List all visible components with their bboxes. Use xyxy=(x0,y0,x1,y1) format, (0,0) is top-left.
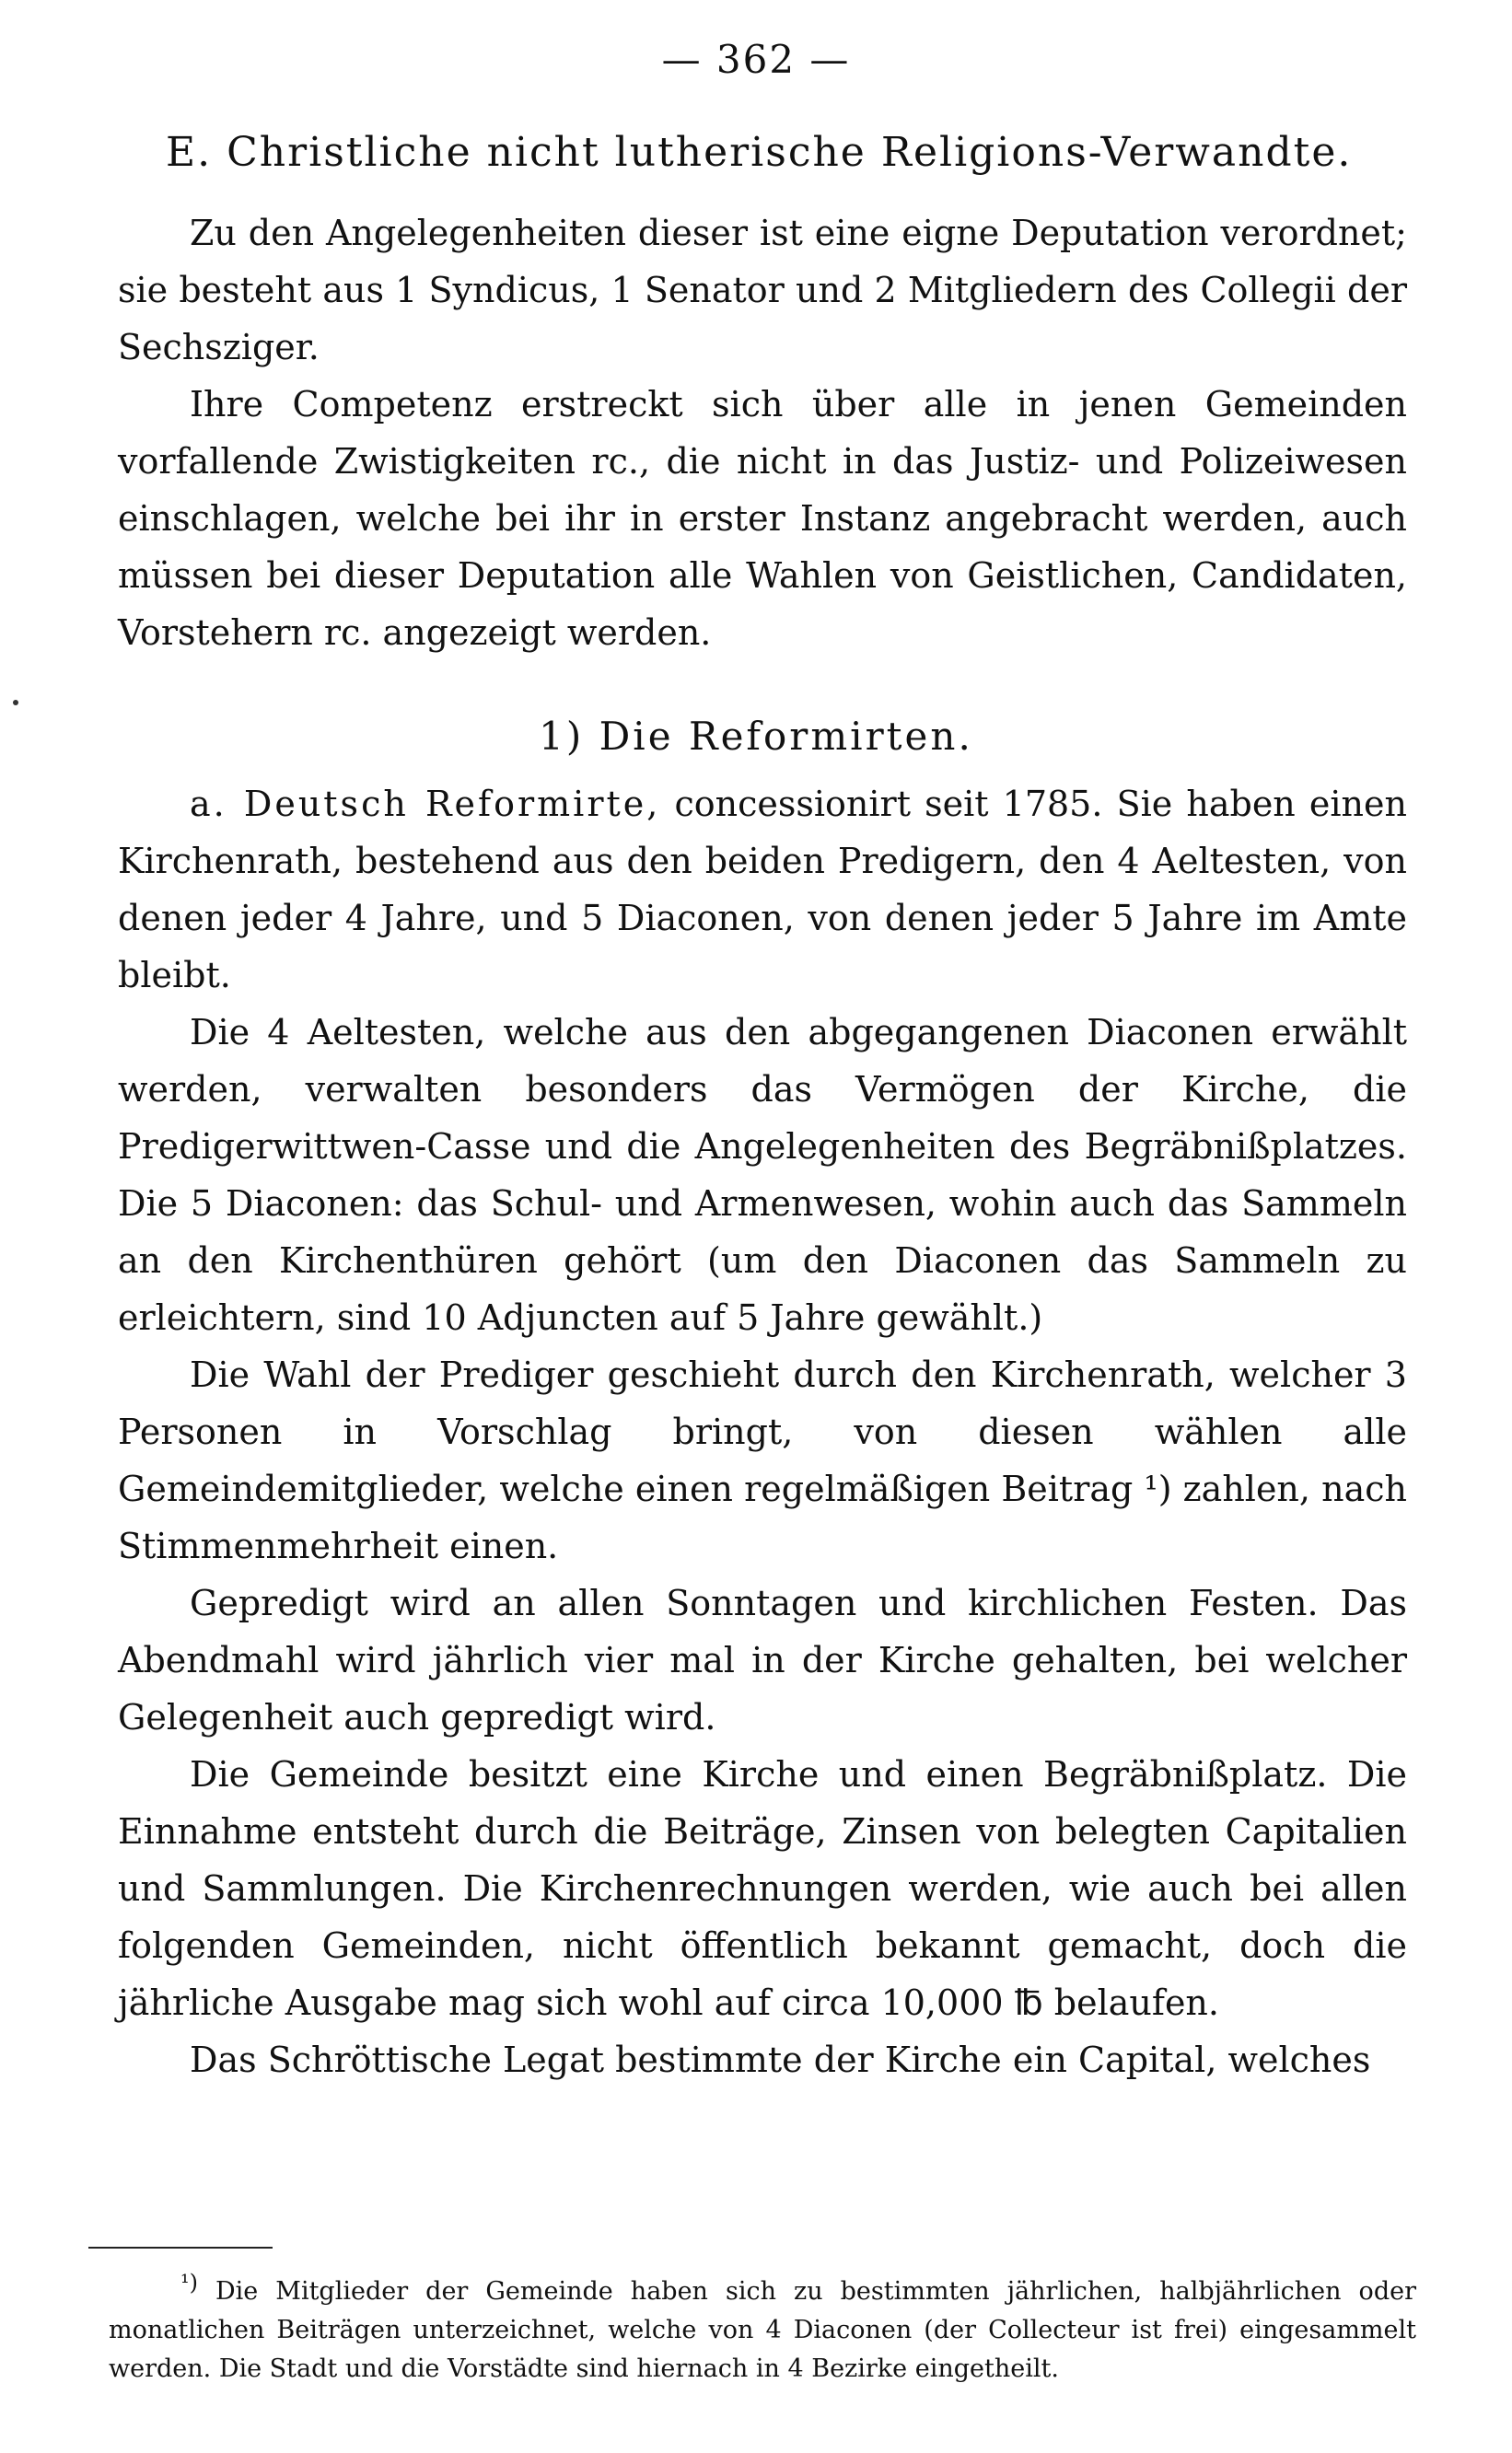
footnote-marker: ¹) xyxy=(180,2270,198,2296)
footnote-paragraph xyxy=(109,2270,1416,2389)
paragraph-elders: Die 4 Aeltesten, welche aus den abgegangenen Diaconen erwählt werden, verwalten besonders das Vermögen der Kirche, die Predigerwittwen-Casse und die Angelegenheiten des Begräbnißplatzes. Die 5 Diaconen: das Schul- und Armenwesen, wohin auch das Sammeln an den Kirchenthüren gehört (um den Diaconen das Sammeln zu erleichtern, sind 10 Adjuncten auf 5 Jahre gewählt.) xyxy=(118,1012,1407,1338)
german-reformed-lead: a. Deutsch Reformirte, xyxy=(190,784,661,824)
german-reformed-text: concessionirt seit 1785. Sie haben einen Kirchenrath, bestehend aus den beiden Predigern, den 4 Aeltesten, von denen jeder 4 Jahre, und 5 Diaconen, von denen jeder 5 Jahre im Amte bleibt. xyxy=(118,784,1407,995)
footnote xyxy=(109,2270,1416,2389)
margin-speck xyxy=(13,700,18,705)
intro-block xyxy=(118,204,1407,661)
footnote-rule xyxy=(88,2247,273,2249)
reformed-block xyxy=(118,775,1407,2088)
paragraph-services: Gepredigt wird an allen Sonntagen und kirchlichen Festen. Das Abendmahl wird jährlich vier mal in der Kirche gehalten, bei welcher Gelegenheit auch gepredigt wird. xyxy=(118,1583,1407,1738)
paragraph-legacy: Das Schröttische Legat bestimmte der Kirche ein Capital, welches xyxy=(190,2040,1371,2080)
paragraph-preacher-election: Die Wahl der Prediger geschieht durch den Kirchenrath, welcher 3 Personen in Vorschlag bringt, von diesen wählen alle Gemeindemitglieder, welche einen regelmäßigen Beitrag ¹) zahlen, nach Stimmenmehrheit einen. xyxy=(118,1354,1407,1566)
section-heading: E. Christliche nicht lutherische Religions-Verwandte. xyxy=(166,129,1353,176)
paragraph-competence: Ihre Competenz erstreckt sich über alle in jenen Gemeinden vorfallende Zwistigkeiten rc., die nicht in das Justiz- und Polizeiwesen einschlagen, welche bei ihr in erster Instanz angebracht werden, auch müssen bei dieser Deputation alle Wahlen von Geistlichen, Candidaten, Vorstehern rc. angezeigt werden. xyxy=(118,384,1407,653)
paragraph-deputation: Zu den Angelegenheiten dieser ist eine eigne Deputation verordnet; sie besteht aus 1 Syndicus, 1 Senator und 2 Mitgliedern des Collegii der Sechsziger. xyxy=(118,213,1407,367)
paragraph-finances: Die Gemeinde besitzt eine Kirche und einen Begräbnißplatz. Die Einnahme entsteht durch die Beiträge, Zinsen von belegten Capitalien und Sammlungen. Die Kirchenrechnungen werden, wie auch bei allen folgenden Gemeinden, nicht öffentlich bekannt gemacht, doch die jährliche Ausgabe mag sich wohl auf circa 10,000 ℔ belaufen. xyxy=(118,1754,1407,2023)
subheading-reformed: 1) Die Reformirten. xyxy=(539,714,973,759)
page-number: — 362 — xyxy=(661,37,851,82)
paragraph-german-reformed xyxy=(118,775,1407,1004)
footnote-text: Die Mitglieder der Gemeinde haben sich zu bestimmten jährlichen, halbjährlichen oder monatlichen Beiträgen unterzeichnet, welche von 4 Diaconen (der Collecteur ist frei) eingesammelt werden. Die Stadt und die Vorstädte sind hiernach in 4 Bezirke eingetheilt. xyxy=(109,2277,1416,2383)
